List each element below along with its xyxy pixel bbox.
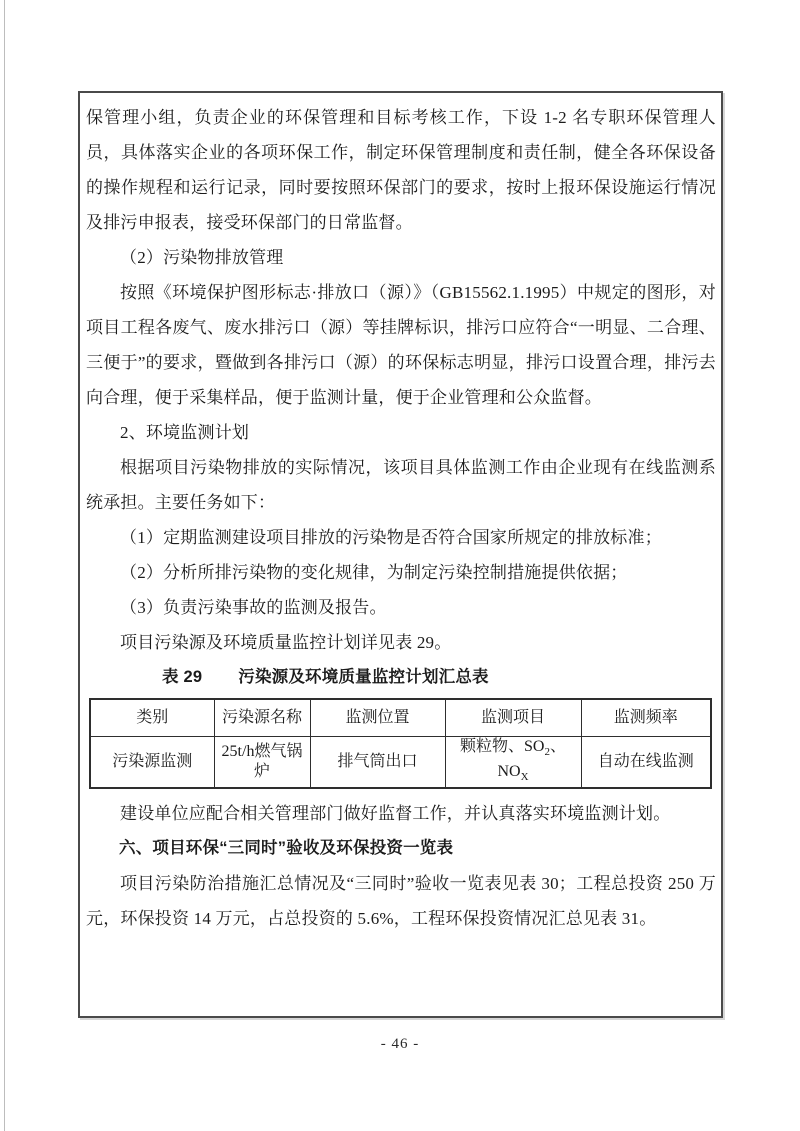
cell-monitor-items xyxy=(445,737,581,789)
section-2-heading: 2、环境监测计划 xyxy=(120,423,250,442)
cell-pollution-source: 25t/h燃气锅炉 xyxy=(214,737,310,789)
document-content-border xyxy=(78,91,723,1018)
items-text-2: 、NO xyxy=(497,738,566,780)
cell-monitor-frequency: 自动在线监测 xyxy=(581,737,711,789)
scan-edge-line xyxy=(4,0,5,1131)
table-header-row xyxy=(90,699,711,737)
header-monitor-location: 监测位置 xyxy=(310,699,445,737)
header-monitor-items: 监测项目 xyxy=(445,699,581,737)
task-item-2: （2）分析所排污染物的变化规律，为制定污染控制措施提供依据； xyxy=(120,563,628,582)
paragraph-closing: 建设单位应配合相关管理部门做好监督工作，并认真落实环境监测计划。 xyxy=(120,804,671,823)
table-29-caption-label: 表 29 xyxy=(162,668,203,686)
document-text-area xyxy=(80,93,721,936)
page-number: - 46 - xyxy=(380,1036,420,1052)
section-6-heading: 六、项目环保“三同时”验收及环保投资一览表 xyxy=(119,839,454,857)
table-data-row xyxy=(90,737,711,789)
cell-category: 污染源监测 xyxy=(90,737,214,789)
paragraph-continuation: 保管理小组，负责企业的环保管理和目标考核工作，下设 1-2 名专职环保管理人员，具体落实企业的各项环保工作，制定环保管理制度和责任制，健全各环保设备的操作规程和运行记录，同时要按照环保部门的要求，按时上报环保设施运行情况及排污申报表，接受环保部门的日常监督。 xyxy=(86,108,716,232)
table-29-caption-title: 污染源及环境质量监控计划汇总表 xyxy=(238,668,489,686)
monitoring-plan-table xyxy=(89,698,712,789)
section-2-intro: 根据项目污染物排放的实际情况，该项目具体监测工作由企业现有在线监测系统承担。主要任务如下： xyxy=(86,458,716,512)
header-category: 类别 xyxy=(90,699,214,737)
paragraph-pollutant-discharge-body: 按照《环境保护图形标志·排放口（源）》（GB15562.1.1995）中规定的图形，对项目工程各废气、废水排污口（源）等挂牌标识，排污口应符合“一明显、二合理、三便于”的要求，暨做到各排污口（源）的环保标志明显，排污口设置合理，排污去向合理，便于采集样品，便于监测计量，便于企业管理和公众监督。 xyxy=(86,283,716,407)
paragraph-pollutant-discharge-heading: （2）污染物排放管理 xyxy=(120,248,284,267)
items-sub-1: 2 xyxy=(544,746,550,758)
task-item-3: （3）负责污染事故的监测及报告。 xyxy=(120,598,387,617)
table-29-reference: 项目污染源及环境质量监控计划详见表 29。 xyxy=(120,633,452,652)
cell-monitor-location: 排气筒出口 xyxy=(310,737,445,789)
items-text-1: 颗粒物、SO xyxy=(460,738,545,755)
header-monitor-frequency: 监测频率 xyxy=(581,699,711,737)
task-item-1: （1）定期监测建设项目排放的污染物是否符合国家所规定的排放标准； xyxy=(120,528,662,547)
header-pollution-source: 污染源名称 xyxy=(214,699,310,737)
section-6-body: 项目污染防治措施汇总情况及“三同时”验收一览表见表 30；工程总投资 250 万元，环保投资 14 万元，占总投资的 5.6%，工程环保投资情况汇总见表 31。 xyxy=(86,874,716,928)
table-29-caption xyxy=(162,660,716,695)
items-sub-2: X xyxy=(520,771,529,783)
